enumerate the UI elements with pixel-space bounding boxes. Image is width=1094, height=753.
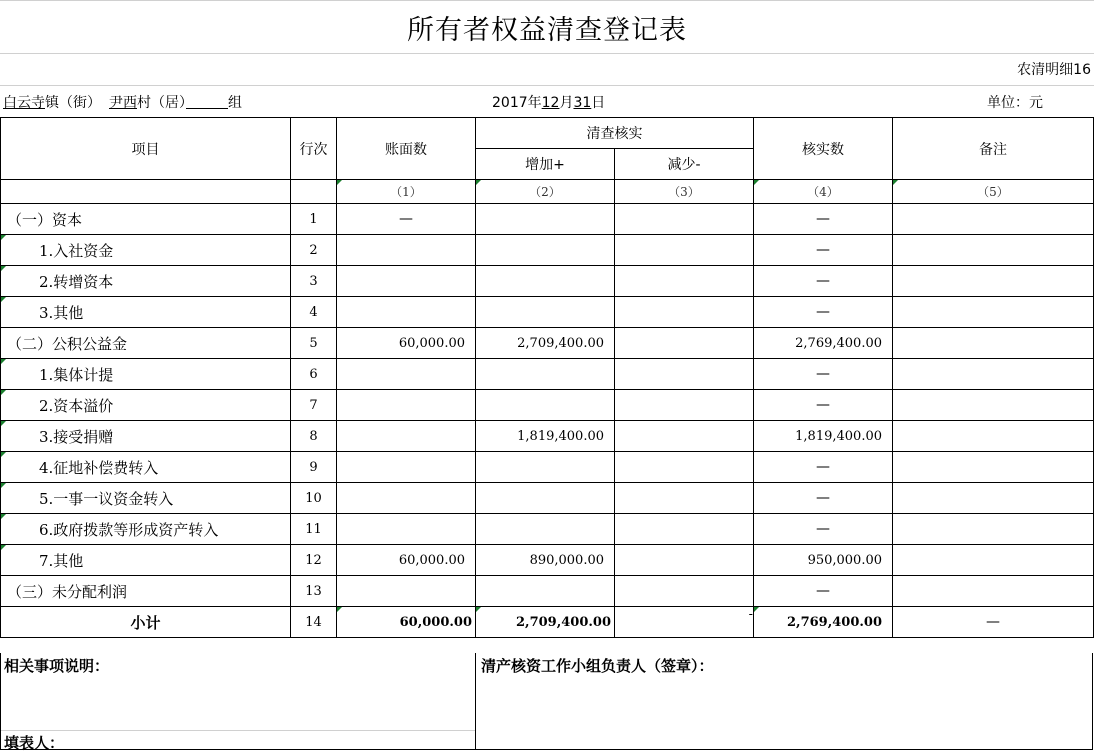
row-item: 3.接受捐赠 (1, 421, 291, 452)
row-increase (476, 452, 615, 483)
group-suffix: 组 (228, 95, 242, 111)
row-line-no: 5 (291, 328, 337, 359)
village-suffix: 村（居） (137, 95, 186, 111)
row-line-no: 3 (291, 266, 337, 297)
table-row (1, 421, 1094, 452)
row-increase (476, 204, 615, 235)
col-header-book: 账面数 (337, 118, 476, 180)
row-book-value (337, 235, 476, 266)
row-item: 6.政府拨款等形成资产转入 (1, 514, 291, 545)
row-line-no: 11 (291, 514, 337, 545)
town-suffix: 镇（街） (45, 95, 101, 111)
row-increase: 1,819,400.00 (476, 421, 615, 452)
notes-label: 相关事项说明： (4, 657, 110, 675)
row-decrease (615, 297, 754, 328)
cell-marker (476, 607, 481, 612)
index-cell: （3） (615, 180, 754, 204)
cell-marker (337, 607, 342, 612)
row-remark (893, 483, 1094, 514)
cell-marker (754, 607, 759, 612)
index-cell (1, 180, 291, 204)
month: 12 (541, 95, 560, 111)
col-header-verified: 核实数 (754, 118, 893, 180)
col-header-item: 项目 (1, 118, 291, 180)
row-item: 2.转增资本 (1, 266, 291, 297)
row-line-no: 13 (291, 576, 337, 607)
row-item: 7.其他 (1, 545, 291, 576)
row-remark (893, 514, 1094, 545)
footer-area (0, 653, 1093, 750)
village-name: 尹西 (109, 95, 137, 111)
row-increase (476, 235, 615, 266)
row-item: 3.其他 (1, 297, 291, 328)
month-suffix: 月 (559, 95, 574, 111)
row-remark (893, 421, 1094, 452)
row-remark (893, 204, 1094, 235)
row-verified-value: — (754, 204, 893, 235)
col-header-line: 行次 (291, 118, 337, 180)
cell-marker (1, 266, 6, 271)
day: 31 (573, 95, 592, 111)
location-header (3, 92, 242, 112)
cell-marker (1, 421, 6, 426)
row-item: 4.征地补偿费转入 (1, 452, 291, 483)
year-suffix: 年 (527, 95, 542, 111)
row-verified-value: — (754, 514, 893, 545)
row-line-no: 7 (291, 390, 337, 421)
row-decrease (615, 328, 754, 359)
row-book-value (337, 359, 476, 390)
page-title: 所有者权益清查登记表 (0, 0, 1094, 54)
footer-divider (475, 653, 476, 749)
row-line-no: 1 (291, 204, 337, 235)
leader-signature-label: 清产核资工作小组负责人（签章）： (481, 657, 714, 675)
row-decrease (615, 390, 754, 421)
col-header-increase: 增加+ (476, 149, 615, 180)
row-decrease (615, 421, 754, 452)
cell-marker (337, 180, 342, 185)
cell-marker (893, 180, 898, 185)
subtotal-increase: 2,709,400.00 (476, 607, 615, 638)
day-suffix: 日 (591, 95, 606, 111)
index-cell: （4） (754, 180, 893, 204)
index-cell: （2） (476, 180, 615, 204)
row-divider (0, 85, 1094, 86)
row-increase (476, 266, 615, 297)
row-book-value (337, 390, 476, 421)
cell-marker (1, 452, 6, 457)
col-header-remarks: 备注 (893, 118, 1094, 180)
row-remark (893, 359, 1094, 390)
form-code: 农清明细16 (1017, 62, 1091, 78)
cell-marker (1, 390, 6, 395)
row-remark (893, 390, 1094, 421)
cell-marker (1, 545, 6, 550)
row-decrease (615, 204, 754, 235)
row-remark (893, 576, 1094, 607)
cell-marker (1, 483, 6, 488)
row-book-value: 60,000.00 (337, 328, 476, 359)
row-decrease (615, 452, 754, 483)
subtotal-row (1, 607, 1094, 638)
table-row (1, 266, 1094, 297)
subtotal-book: 60,000.00 (337, 607, 476, 638)
row-line-no: 6 (291, 359, 337, 390)
row-book-value: — (337, 204, 476, 235)
table-row (1, 514, 1094, 545)
row-remark (893, 328, 1094, 359)
row-item: 1.集体计提 (1, 359, 291, 390)
table-row (1, 390, 1094, 421)
row-item: （三）未分配利润 (1, 576, 291, 607)
row-line-no: 8 (291, 421, 337, 452)
row-increase (476, 390, 615, 421)
row-decrease (615, 483, 754, 514)
index-cell: （5） (893, 180, 1094, 204)
column-index-row (1, 180, 1094, 204)
row-line-no: 2 (291, 235, 337, 266)
col-header-verification: 清查核实 (476, 118, 754, 149)
index-cell (291, 180, 337, 204)
row-book-value (337, 514, 476, 545)
row-decrease (615, 235, 754, 266)
row-verified-value: — (754, 359, 893, 390)
subtotal-decrease: - (615, 607, 754, 638)
row-increase (476, 514, 615, 545)
row-verified-value: — (754, 235, 893, 266)
index-cell: （1） (337, 180, 476, 204)
row-remark (893, 235, 1094, 266)
year: 2017 (492, 95, 528, 111)
cell-marker (476, 180, 481, 185)
row-increase (476, 576, 615, 607)
footer-gridline (1, 730, 475, 731)
row-increase (476, 483, 615, 514)
unit-label: 单位：元 (987, 95, 1043, 111)
filler-label: 填表人： (4, 734, 65, 752)
row-decrease (615, 514, 754, 545)
report-date (492, 92, 605, 112)
table-row (1, 297, 1094, 328)
row-decrease (615, 576, 754, 607)
cell-marker (1, 297, 6, 302)
row-verified-value: — (754, 390, 893, 421)
row-verified-value: — (754, 297, 893, 328)
row-item: （二）公积公益金 (1, 328, 291, 359)
row-verified-value: — (754, 266, 893, 297)
table-row (1, 576, 1094, 607)
row-verified-value: — (754, 452, 893, 483)
row-remark (893, 297, 1094, 328)
row-increase (476, 359, 615, 390)
row-remark (893, 266, 1094, 297)
row-decrease (615, 545, 754, 576)
row-remark (893, 545, 1094, 576)
row-line-no: 4 (291, 297, 337, 328)
town-name: 白云寺 (3, 95, 45, 111)
equity-table (0, 117, 1094, 638)
subtotal-remark: — (893, 607, 1094, 638)
row-verified-value: 950,000.00 (754, 545, 893, 576)
row-book-value: 60,000.00 (337, 545, 476, 576)
subtotal-label: 小计 (1, 607, 291, 638)
subtotal-verified: 2,769,400.00 (754, 607, 893, 638)
cell-marker (1, 359, 6, 364)
row-book-value (337, 452, 476, 483)
table-row (1, 328, 1094, 359)
row-book-value (337, 266, 476, 297)
row-line-no: 9 (291, 452, 337, 483)
subtotal-line: 14 (291, 607, 337, 638)
row-book-value (337, 576, 476, 607)
row-increase: 2,709,400.00 (476, 328, 615, 359)
cell-marker (1, 235, 6, 240)
row-book-value (337, 483, 476, 514)
row-item: 5.一事一议资金转入 (1, 483, 291, 514)
col-header-decrease: 减少- (615, 149, 754, 180)
row-item: 1.入社资金 (1, 235, 291, 266)
table-row (1, 204, 1094, 235)
table-row (1, 545, 1094, 576)
group-blank (186, 95, 228, 111)
table-row (1, 359, 1094, 390)
cell-marker (754, 180, 759, 185)
row-item: （一）资本 (1, 204, 291, 235)
table-row (1, 452, 1094, 483)
row-verified-value: 2,769,400.00 (754, 328, 893, 359)
cell-marker (1, 514, 6, 519)
table-row (1, 483, 1094, 514)
row-verified-value: — (754, 576, 893, 607)
row-decrease (615, 266, 754, 297)
row-verified-value: — (754, 483, 893, 514)
row-book-value (337, 421, 476, 452)
row-increase (476, 297, 615, 328)
row-decrease (615, 359, 754, 390)
row-verified-value: 1,819,400.00 (754, 421, 893, 452)
row-line-no: 10 (291, 483, 337, 514)
table-row (1, 235, 1094, 266)
row-increase: 890,000.00 (476, 545, 615, 576)
row-book-value (337, 297, 476, 328)
row-remark (893, 452, 1094, 483)
row-line-no: 12 (291, 545, 337, 576)
row-item: 2.资本溢价 (1, 390, 291, 421)
